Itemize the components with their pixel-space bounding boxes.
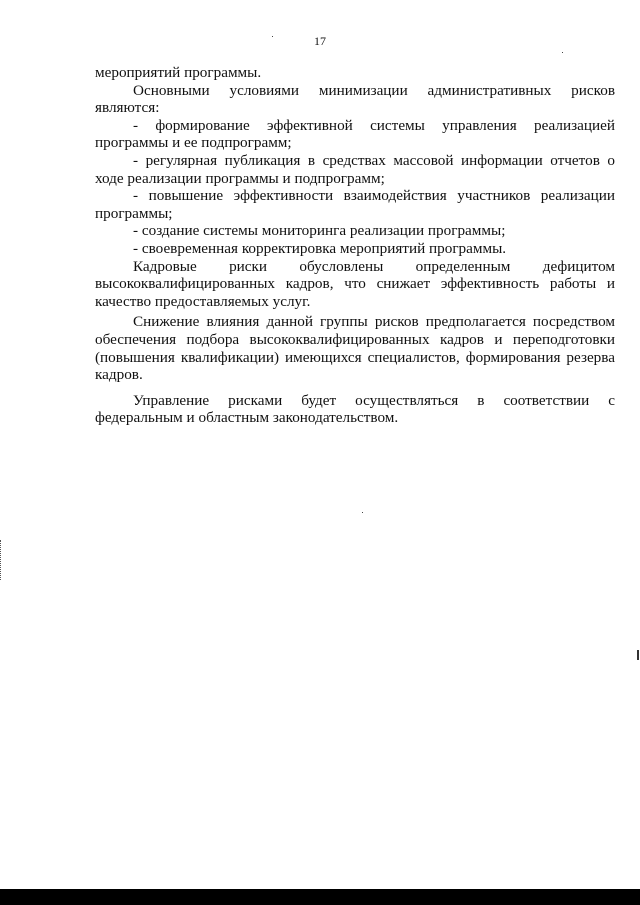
scan-bottom-border (0, 889, 640, 905)
scan-speck (562, 52, 563, 53)
scan-speck (362, 512, 363, 513)
paragraph-personnel-risks: Кадровые риски обусловлены определенным дефицитом высококвалифицированных кадров, что снижает эффективность работы и качество предоставляемых услуг. (95, 257, 615, 310)
paragraph-risk-management: Управление рисками будет осуществляться в соответствии с федеральным и областным законодательством. (95, 391, 615, 427)
scan-speck (272, 36, 273, 37)
scan-edge-marks (0, 540, 3, 580)
document-body (95, 64, 615, 427)
list-item-monitoring-system: - создание системы мониторинга реализации программы; (133, 222, 506, 240)
paragraph-admin-risks-intro: Основными условиями минимизации административных рисков являются: (95, 81, 615, 117)
list-item-media-publication: - регулярная публикация в средствах массовой информации отчетов о ходе реализации программы и подпрограмм; (95, 151, 615, 187)
list-item-management-system: - формирование эффективной системы управления реализацией программы и ее подпрограмм; (95, 116, 615, 152)
page-number: 17 (314, 34, 326, 48)
list-item-interaction-efficiency: - повышение эффективности взаимодействия участников реализации программы; (95, 187, 615, 222)
paragraph-continuation: мероприятий программы. (95, 64, 262, 81)
paragraph-risk-reduction: Снижение влияния данной группы рисков предполагается посредством обеспечения подбора высококвалифицированных кадров и переподготовки (повышения квалификации) имеющихся специалистов, формирования резерва кадров. (95, 313, 615, 384)
scan-edge-mark (637, 650, 639, 660)
list-item-timely-adjustment: - своевременная корректировка мероприятий программы. (133, 239, 507, 257)
